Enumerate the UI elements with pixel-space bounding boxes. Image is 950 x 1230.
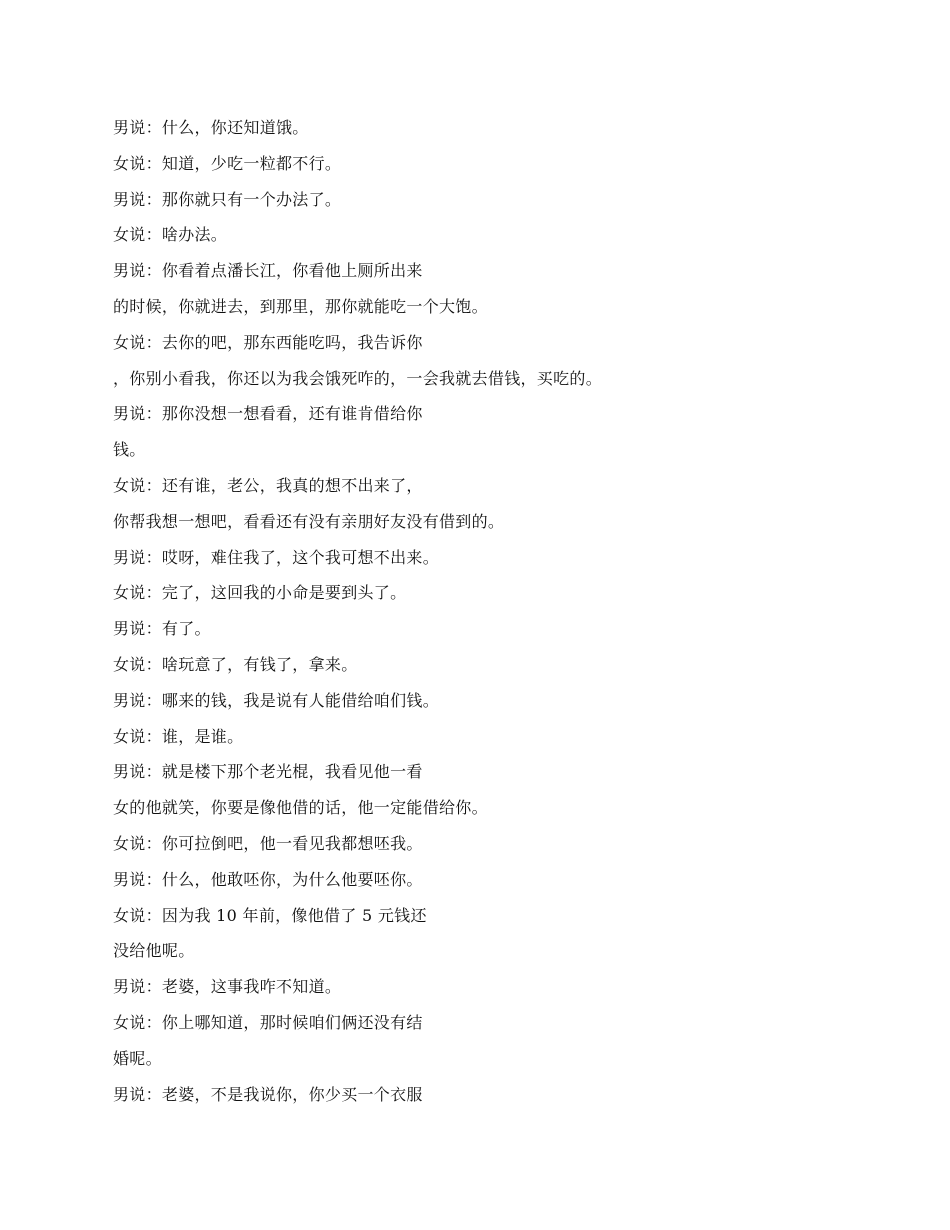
text-line: 的时候，你就进去，到那里，那你就能吃一个大饱。 <box>113 296 488 316</box>
text-line: 女说：知道，少吃一粒都不行。 <box>113 153 342 173</box>
text-line: 钱。 <box>113 440 146 460</box>
text-line: 男说：就是楼下那个老光棍，我看见他一看 <box>113 762 423 782</box>
text-line: 男说：什么，你还知道饿。 <box>113 118 309 137</box>
text-line: 女说：你上哪知道，那时候咱们俩还没有结 <box>113 1012 423 1032</box>
text-line: 男说：有了。 <box>113 619 211 639</box>
text-line: 女说：去你的吧，那东西能吃吗，我告诉你 <box>113 332 423 352</box>
text-line: 你帮我想一想吧，看看还有没有亲朋好友没有借到的。 <box>113 511 505 531</box>
text-line: 女说：谁，是谁。 <box>113 726 244 746</box>
text-line: 男说：那你就只有一个办法了。 <box>113 189 342 209</box>
text-line: 男说：老婆，不是我说你，你少买一个衣服 <box>113 1084 423 1104</box>
text-line: 男说：哎呀，难住我了，这个我可想不出来。 <box>113 547 440 567</box>
text-line: 男说：你看着点潘长江，你看他上厕所出来 <box>113 261 423 281</box>
text-line: 女说：因为我 10 年前，像他借了 5 元钱还 <box>113 905 427 925</box>
text-line: ，你别小看我，你还以为我会饿死咋的，一会我就去借钱，买吃的。 <box>113 368 603 388</box>
text-line: 男说：老婆，这事我咋不知道。 <box>113 977 342 997</box>
text-line: 男说：哪来的钱，我是说有人能借给咱们钱。 <box>113 690 440 710</box>
dialogue-text <box>113 110 893 1112</box>
text-line: 女说：啥玩意了，有钱了，拿来。 <box>113 654 358 674</box>
text-line: 男说：什么，他敢呸你，为什么他要呸你。 <box>113 869 423 889</box>
text-line: 女说：你可拉倒吧，他一看见我都想呸我。 <box>113 833 423 853</box>
text-line: 女说：啥办法。 <box>113 225 228 245</box>
text-line: 女的他就笑，你要是像他借的话，他一定能借给你。 <box>113 798 488 818</box>
text-line: 婚呢。 <box>113 1048 162 1068</box>
text-line: 女说：还有谁，老公，我真的想不出来了， <box>113 475 423 495</box>
text-line: 男说：那你没想一想看看，还有谁肯借给你 <box>113 404 423 424</box>
text-line: 没给他呢。 <box>113 941 195 961</box>
text-line: 女说：完了，这回我的小命是要到头了。 <box>113 583 407 603</box>
